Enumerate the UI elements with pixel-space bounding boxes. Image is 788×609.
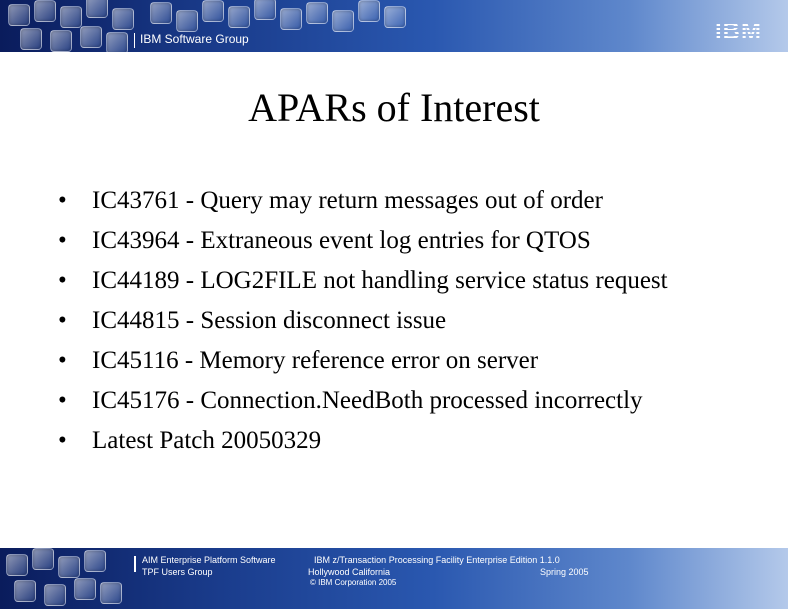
header-divider [134,33,135,48]
footer-date: Spring 2005 [540,567,589,577]
apar-bullet-list [58,181,738,461]
bullet-icon: • [58,267,67,294]
bullet-item [58,421,738,461]
slide-title: APARs of Interest [248,85,540,130]
bullet-icon: • [58,227,67,254]
footer-location: Hollywood California [308,567,391,577]
footer-product-line: AIM Enterprise Platform Software [142,555,276,565]
bullet-item [58,301,738,341]
bullet-icon: • [58,347,67,374]
footer-copyright: © IBM Corporation 2005 [310,578,397,587]
bullet-text: Latest Patch 20050329 [92,427,322,454]
bullet-icon: • [58,187,67,214]
footer-divider [134,556,136,572]
bullet-item [58,341,738,381]
software-group-label: IBM Software Group [140,32,249,46]
bullet-text: IC44815 - Session disconnect issue [92,307,447,334]
bullet-icon: • [58,387,67,414]
bullet-text: IC45116 - Memory reference error on server [92,347,539,374]
bullet-text: IC45176 - Connection.NeedBoth processed incorrectly [92,387,643,414]
footer-band [0,548,788,609]
header-band [0,0,788,52]
bullet-text: IC44189 - LOG2FILE not handling service status request [92,267,668,294]
ibm-logo: IBM [715,18,762,45]
bullet-item [58,381,738,421]
bullet-icon: • [58,307,67,334]
footer-product-name: IBM z/Transaction Processing Facility Enterprise Edition 1.1.0 [314,555,560,565]
bullet-item [58,221,738,261]
bullet-item [58,181,738,221]
bullet-item [58,261,738,301]
decorative-cube-pattern [0,548,130,609]
bullet-text: IC43761 - Query may return messages out of order [92,187,603,214]
bullet-icon: • [58,427,67,454]
footer-event: TPF Users Group [142,567,213,577]
bullet-text: IC43964 - Extraneous event log entries for QTOS [92,227,591,254]
